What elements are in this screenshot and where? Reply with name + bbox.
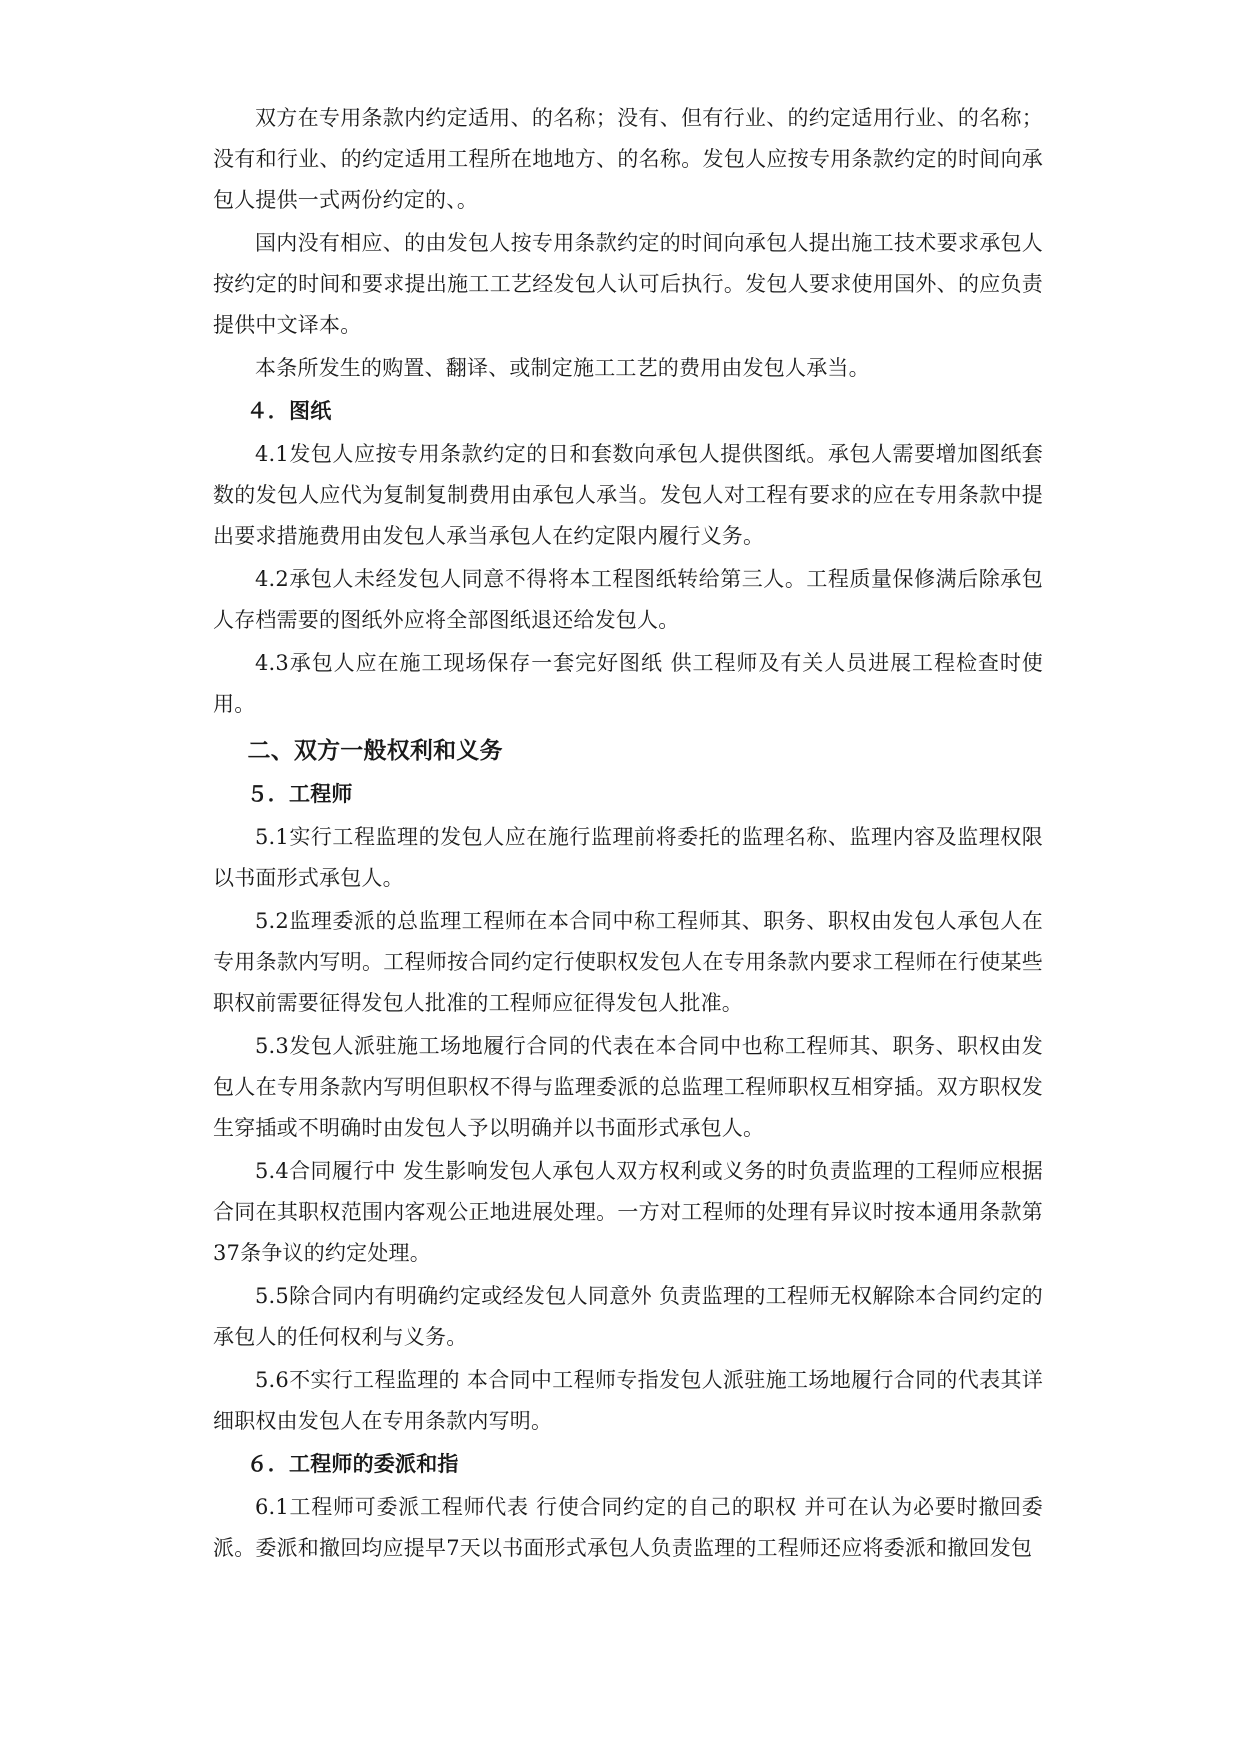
paragraph-standards: 双方在专用条款内约定适用、的名称；没有、但有行业、的约定适用行业、的名称；没有和行业、的约定适用工程所在地地方、的名称。发包人应按专用条款约定的时间向承包人提供一式两份约定的、。 (213, 106, 1043, 212)
clause-4-2: 4.2承包人未经发包人同意不得将本工程图纸转给第三人。工程质量保修满后除承包人存档需要的图纸外应将全部图纸退还给发包人。 (213, 567, 1043, 632)
clause-5-4: 5.4合同履行中 发生影响发包人承包人双方权利或义务的时负责监理的工程师应根据合同在其职权范围内客观公正地进展处理。一方对工程师的处理有异议时按本通用条款第37条争议的约定处理。 (213, 1159, 1043, 1265)
document-body (213, 98, 1043, 1569)
clause-5-5: 5.5除合同内有明确约定或经发包人同意外 负责监理的工程师无权解除本合同约定的承包人的任何权利与义务。 (213, 1284, 1043, 1349)
clause-6-1: 6.1工程师可委派工程师代表 行使合同约定的自己的职权 并可在认为必要时撤回委派。委派和撤回均应提早7天以书面形式承包人负责监理的工程师还应将委派和撤回发包 (213, 1495, 1043, 1560)
clause-5-3: 5.3发包人派驻施工场地履行合同的代表在本合同中也称工程师其、职务、职权由发包人在专用条款内写明但职权不得与监理委派的总监理工程师职权互相穿插。双方职权发生穿插或不明确时由发包人予以明确并以书面形式承包人。 (213, 1034, 1043, 1140)
paragraph-domestic-standards: 国内没有相应、的由发包人按专用条款约定的时间向承包人提出施工技术要求承包人按约定的时间和要求提出施工工艺经发包人认可后执行。发包人要求使用国外、的应负责提供中文译本。 (213, 231, 1043, 337)
section-heading-engineer-delegation: ６．工程师的委派和指 (246, 1452, 459, 1476)
chapter-heading-rights-obligations: 二、双方一般权利和义务 (247, 738, 503, 764)
paragraph-cost: 本条所发生的购置、翻译、或制定施工工艺的费用由发包人承当。 (255, 356, 870, 380)
clause-4-1: 4.1发包人应按专用条款约定的日和套数向承包人提供图纸。承包人需要增加图纸套数的发包人应代为复制复制费用由承包人承当。发包人对工程有要求的应在专用条款中提出要求措施费用由发包人承当承包人在约定限内履行义务。 (213, 442, 1043, 548)
clause-5-2: 5.2监理委派的总监理工程师在本合同中称工程师其、职务、职权由发包人承包人在专用条款内写明。工程师按合同约定行使职权发包人在专用条款内要求工程师在行使某些职权前需要征得发包人批准的工程师应征得发包人批准。 (213, 909, 1043, 1015)
clause-4-3: 4.3承包人应在施工现场保存一套完好图纸 供工程师及有关人员进展工程检查时使用。 (213, 651, 1043, 716)
clause-5-6: 5.6不实行工程监理的 本合同中工程师专指发包人派驻施工场地履行合同的代表其详细职权由发包人在专用条款内写明。 (213, 1368, 1043, 1433)
section-heading-drawings: ４．图纸 (246, 399, 332, 423)
clause-5-1: 5.1实行工程监理的发包人应在施行监理前将委托的监理名称、监理内容及监理权限以书面形式承包人。 (213, 825, 1043, 890)
section-heading-engineer: ５．工程师 (246, 782, 353, 806)
